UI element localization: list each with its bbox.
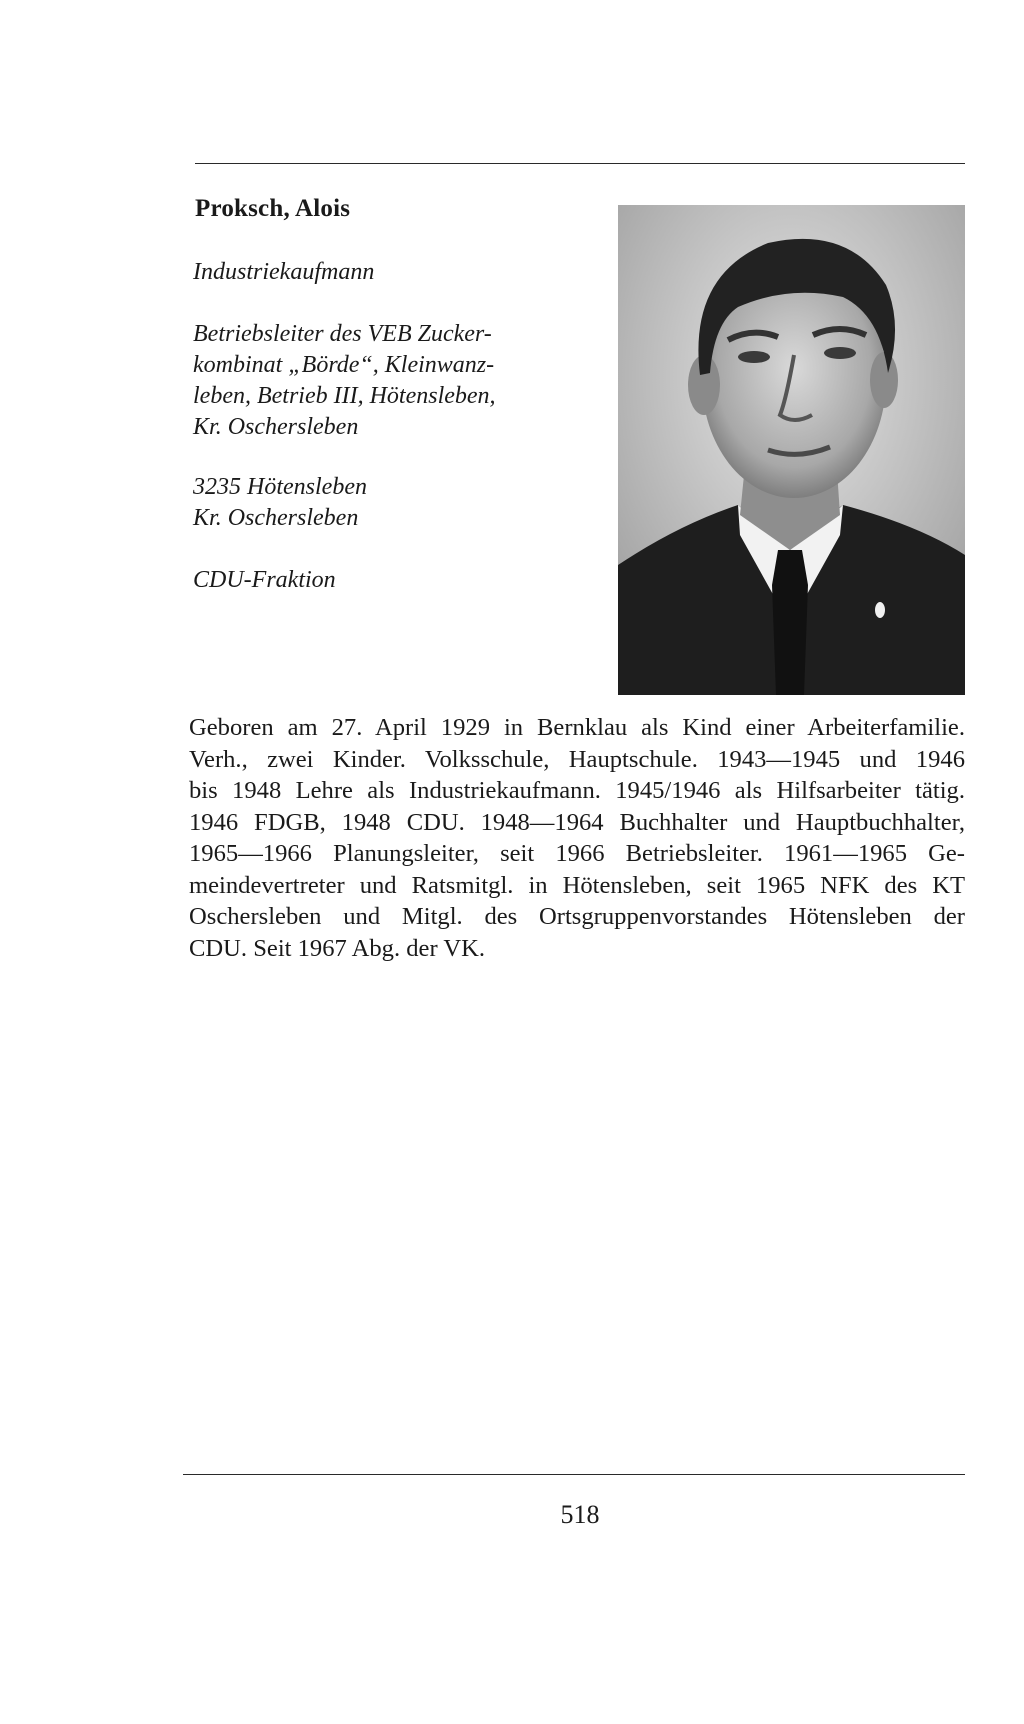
faction: CDU-Fraktion — [193, 567, 336, 593]
address-block — [193, 472, 573, 534]
biography-line: CDU. Seit 1967 Abg. der VK. — [189, 934, 486, 962]
page-number: 518 — [560, 1500, 600, 1529]
address-line: 3235 Hötensleben — [193, 474, 367, 500]
biography — [189, 712, 965, 964]
address-line: Kr. Oschersleben — [193, 505, 359, 531]
occupation: Industriekaufmann — [193, 259, 375, 285]
biography-line: bis 1948 Lehre als Industriekaufmann. 1945/1946 als Hilfsarbeiter tätig. — [189, 777, 965, 804]
biography-line: 1946 FDGB, 1948 CDU. 1948—1964 Buchhalter und Hauptbuchhalter, — [189, 808, 965, 836]
biography-line: Verh., zwei Kinder. Volksschule, Hauptschule. 1943—1945 und 1946 — [189, 745, 965, 773]
biography-line: Oschersleben und Mitgl. des Ortsgruppenvorstandes Hötensleben der — [189, 903, 965, 930]
bottom-rule — [183, 1474, 965, 1475]
position-line: leben, Betrieb III, Hötensleben, — [193, 383, 496, 409]
biography-line: Geboren am 27. April 1929 in Bernklau als Kind einer Arbeiterfamilie. — [189, 714, 965, 741]
position-line: Betriebsleiter des VEB Zucker- — [193, 321, 492, 347]
top-rule — [195, 163, 965, 164]
position-line: kombinat „Börde“, Kleinwanz- — [193, 352, 495, 378]
position-block — [193, 319, 573, 443]
biography-line: meindevertreter und Ratsmitgl. in Hötensleben, seit 1965 NFK des KT — [189, 871, 965, 899]
position-line: Kr. Oschersleben — [193, 414, 359, 440]
portrait-photo — [618, 205, 965, 695]
biography-line: 1965—1966 Planungsleiter, seit 1966 Betriebsleiter. 1961—1965 Ge- — [189, 840, 965, 867]
person-name: Proksch, Alois — [195, 195, 351, 222]
